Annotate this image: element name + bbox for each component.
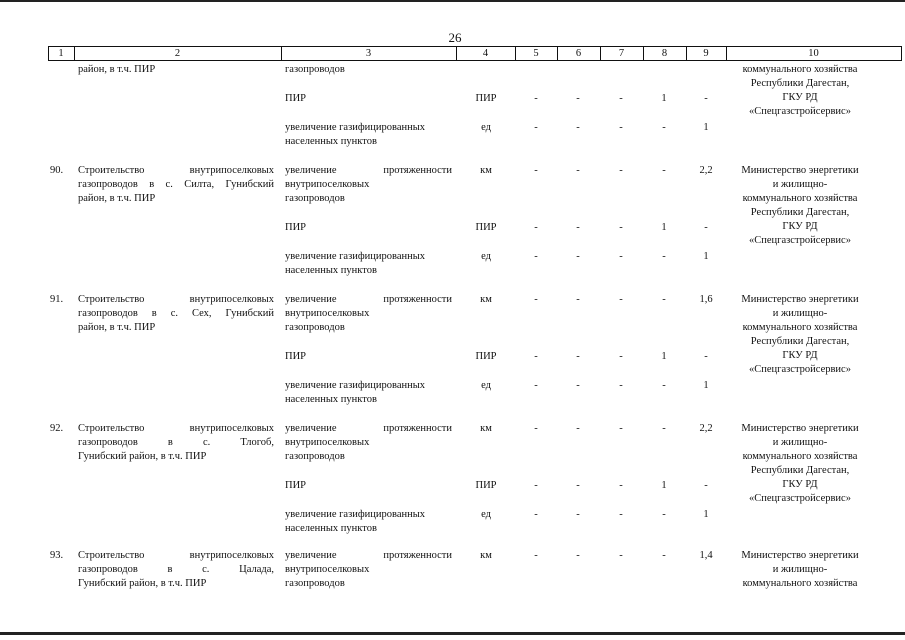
column-header-8: 8 [661, 48, 668, 59]
value-cell: - [619, 380, 623, 391]
indicator-text: увеличение газифицированных населенных пунктов [285, 122, 426, 147]
value-cell: - [534, 93, 538, 104]
column-header-2: 2 [174, 48, 181, 59]
unit-cell: км [480, 423, 492, 434]
value-cell: 1 [703, 380, 709, 391]
entry-name: Строительство внутрипоселковых газопроводов в с. Силта, Гунибский район, в т.ч. ПИР [78, 165, 274, 204]
indicator-text: газопроводов [285, 64, 345, 75]
unit-cell: ед [481, 122, 491, 133]
value-cell: 1 [661, 351, 667, 362]
executor-text: Министерство энергетики и жилищно- коммунального хозяйства Республики Дагестан, ГКУ РД «Спецгазстройсервис» [741, 165, 859, 246]
indicator-text: увеличение протяженности внутрипоселковых газопроводов [285, 550, 452, 589]
value-cell: - [662, 423, 666, 434]
entry-name: район, в т.ч. ПИР [78, 64, 156, 75]
entry-number: 92. [50, 423, 64, 434]
value-cell: - [534, 423, 538, 434]
unit-cell: км [480, 165, 492, 176]
value-cell: 1 [703, 122, 709, 133]
scan-edge-top [0, 0, 905, 2]
value-cell: - [704, 93, 708, 104]
value-cell: - [576, 93, 580, 104]
value-cell: 1 [703, 251, 709, 262]
value-cell: - [576, 380, 580, 391]
entry-number: 91. [50, 294, 64, 305]
value-cell: - [619, 423, 623, 434]
unit-cell: ед [481, 509, 491, 520]
value-cell: 2,2 [699, 423, 713, 434]
value-cell: - [619, 222, 623, 233]
value-cell: 2,2 [699, 165, 713, 176]
value-cell: - [662, 165, 666, 176]
header-bottom-rule [48, 60, 902, 61]
indicator-text: ПИР [285, 351, 307, 362]
column-header-1: 1 [58, 48, 64, 59]
indicator-text: ПИР [285, 93, 307, 104]
value-cell: - [619, 294, 623, 305]
value-cell: - [704, 351, 708, 362]
value-cell: - [576, 480, 580, 491]
indicator-text: увеличение протяженности внутрипоселковых газопроводов [285, 165, 452, 204]
value-cell: - [704, 222, 708, 233]
value-cell: - [576, 423, 580, 434]
entry-name: Строительство внутрипоселковых газопроводов в с. Тлогоб, Гунибский район, в т.ч. ПИР [78, 423, 274, 462]
value-cell: - [662, 509, 666, 520]
value-cell: - [662, 294, 666, 305]
value-cell: - [576, 165, 580, 176]
value-cell: 1,4 [699, 550, 713, 561]
value-cell: - [662, 380, 666, 391]
value-cell: - [619, 509, 623, 520]
value-cell: - [534, 165, 538, 176]
value-cell: - [619, 122, 623, 133]
entry-number: 90. [50, 165, 64, 176]
column-header-10: 10 [808, 48, 819, 59]
value-cell: 1 [703, 509, 709, 520]
unit-cell: ед [481, 380, 491, 391]
header-divider [901, 46, 902, 61]
value-cell: 1 [661, 480, 667, 491]
value-cell: - [534, 351, 538, 362]
value-cell: - [619, 93, 623, 104]
value-cell: - [576, 550, 580, 561]
value-cell: - [662, 251, 666, 262]
value-cell: - [662, 550, 666, 561]
unit-cell: ПИР [475, 93, 497, 104]
value-cell: - [619, 550, 623, 561]
value-cell: - [576, 251, 580, 262]
page-number: 26 [448, 30, 462, 45]
value-cell: - [534, 251, 538, 262]
entry-number: 93. [50, 550, 64, 561]
value-cell: - [704, 480, 708, 491]
indicator-text: увеличение протяженности внутрипоселковых газопроводов [285, 294, 452, 333]
executor-text: Министерство энергетики и жилищно- коммунального хозяйства [741, 550, 859, 589]
value-cell: - [619, 480, 623, 491]
unit-cell: ПИР [475, 351, 497, 362]
column-header-6: 6 [575, 48, 582, 59]
executor-text: Министерство энергетики и жилищно- коммунального хозяйства Республики Дагестан, ГКУ РД «Спецгазстройсервис» [741, 294, 859, 375]
indicator-text: ПИР [285, 222, 307, 233]
value-cell: - [576, 509, 580, 520]
value-cell: - [576, 351, 580, 362]
column-header-7: 7 [618, 48, 625, 59]
executor-text: коммунального хозяйства Республики Дагестан, ГКУ РД «Спецгазстройсервис» [742, 64, 858, 117]
entry-name: Строительство внутрипоселковых газопроводов в с. Цалада, Гунибский район, в т.ч. ПИР [78, 550, 274, 589]
indicator-text: увеличение газифицированных населенных пунктов [285, 509, 426, 534]
unit-cell: ПИР [475, 480, 497, 491]
value-cell: - [534, 509, 538, 520]
scan-edge-bottom [0, 632, 905, 635]
indicator-text: увеличение протяженности внутрипоселковых газопроводов [285, 423, 452, 462]
value-cell: - [576, 294, 580, 305]
column-header-5: 5 [533, 48, 539, 59]
unit-cell: км [480, 294, 492, 305]
indicator-text: увеличение газифицированных населенных пунктов [285, 380, 426, 405]
unit-cell: км [480, 550, 492, 561]
value-cell: - [576, 122, 580, 133]
value-cell: - [534, 122, 538, 133]
entry-name: Строительство внутрипоселковых газопроводов в с. Сех, Гунибский район, в т.ч. ПИР [78, 294, 274, 333]
value-cell: - [576, 222, 580, 233]
value-cell: - [619, 351, 623, 362]
column-header-4: 4 [482, 48, 489, 59]
value-cell: 1 [661, 222, 667, 233]
value-cell: - [534, 480, 538, 491]
executor-text: Министерство энергетики и жилищно- коммунального хозяйства Республики Дагестан, ГКУ РД «Спецгазстройсервис» [741, 423, 859, 504]
value-cell: - [534, 550, 538, 561]
value-cell: - [619, 165, 623, 176]
value-cell: - [534, 222, 538, 233]
value-cell: 1,6 [699, 294, 713, 305]
value-cell: - [619, 251, 623, 262]
indicator-text: ПИР [285, 480, 307, 491]
value-cell: - [534, 294, 538, 305]
value-cell: - [534, 380, 538, 391]
value-cell: 1 [661, 93, 667, 104]
column-header-9: 9 [703, 48, 709, 59]
unit-cell: ед [481, 251, 491, 262]
indicator-text: увеличение газифицированных населенных пунктов [285, 251, 426, 276]
value-cell: - [662, 122, 666, 133]
unit-cell: ПИР [475, 222, 497, 233]
column-header-3: 3 [365, 48, 372, 59]
